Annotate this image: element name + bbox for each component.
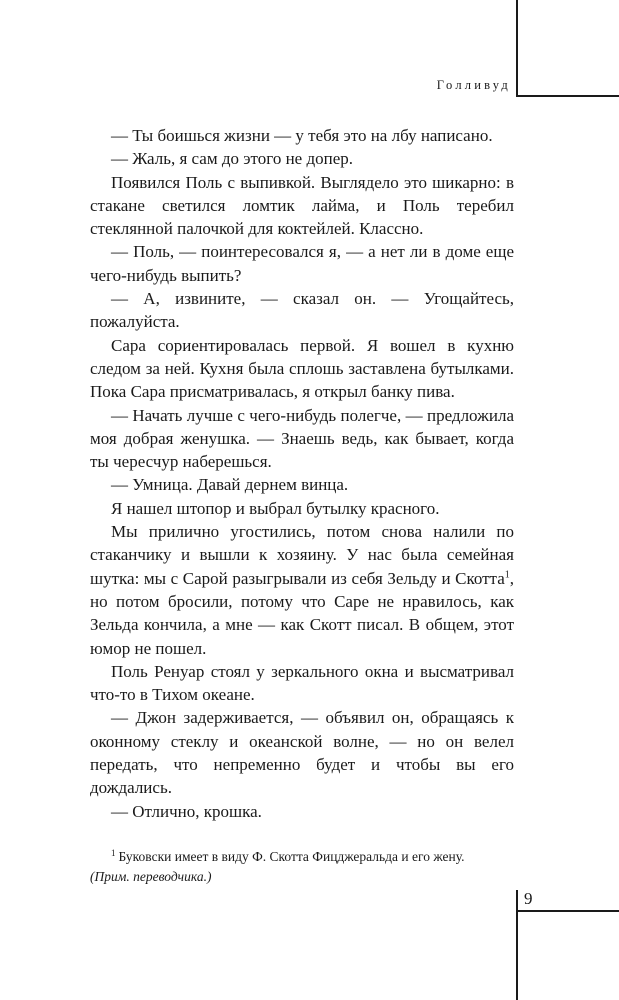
paragraph: — А, извините, — сказал он. — Угощайтесь, пожалуйста. — [90, 289, 514, 332]
main-text — [90, 124, 514, 823]
paragraph: — Джон задерживается, — объявил он, обращаясь к оконному стеклу и океанской волне, — но он велел передать, что непременно будет и чтобы вы его дождались. — [90, 708, 514, 798]
paragraph: Поль Ренуар стоял у зеркального окна и высматривал что-то в Тихом океане. — [90, 661, 514, 705]
page-number: 9 — [524, 889, 533, 908]
paragraph-with-footnote — [90, 520, 514, 660]
paragraph: Появился Поль с выпивкой. Выглядело это шикарно: в стакане светился ломтик лайма, и Поль теребил стеклянной палочкой для коктейлей. Классно. — [90, 172, 514, 239]
running-title: Голливуд — [436, 78, 511, 92]
footnote-text: Буковски имеет в виду Ф. Скотта Фицджеральда и его жену. — [118, 849, 465, 864]
footer-vertical-rule — [516, 890, 518, 1000]
paragraph: Сара сориентировалась первой. Я вошел в кухню следом за ней. Кухня была сплошь заставлена бутылками. Пока Сара присматривалась, я открыл банку пива. — [90, 335, 514, 402]
footer-horizontal-rule — [516, 910, 619, 912]
footnote-marker: 1 — [111, 847, 116, 858]
paragraph: — Умница. Давай дернем винца. — [111, 475, 349, 495]
footnote-reference: 1 — [504, 568, 510, 580]
header-vertical-rule — [516, 0, 518, 95]
paragraph: Я нашел штопор и выбрал бутылку красного. — [111, 498, 440, 518]
paragraph-continuation: , но потом бросили, потому что Саре не нравилось, как Зельда кончила, а мне — как Скотт писал. В общем, этот юмор не пошел. — [90, 568, 514, 658]
footnote — [90, 847, 520, 887]
header-horizontal-rule — [516, 95, 619, 97]
footnote-line — [90, 847, 520, 867]
paragraph: — Ты боишься жизни — у тебя это на лбу написано. — [111, 126, 493, 145]
footnote-translator-note: (Прим. переводчика.) — [90, 869, 212, 884]
paragraph: — Отлично, крошка. — [111, 801, 262, 821]
paragraph-text: Мы прилично угостились, потом снова налили по стаканчику и вышли к хозяину. У нас была семейная шутка: мы с Сарой разыгрывали из себя Зельду и Скотта — [90, 522, 514, 588]
paragraph: — Начать лучше с чего-нибудь полегче, — предложила моя добрая женушка. — Знаешь ведь, как бывает, когда ты чересчур наберешься. — [90, 405, 514, 472]
paragraph: — Жаль, я сам до этого не допер. — [111, 149, 354, 169]
paragraph: — Поль, — поинтересовался я, — а нет ли в доме еще чего-нибудь выпить? — [90, 242, 514, 285]
